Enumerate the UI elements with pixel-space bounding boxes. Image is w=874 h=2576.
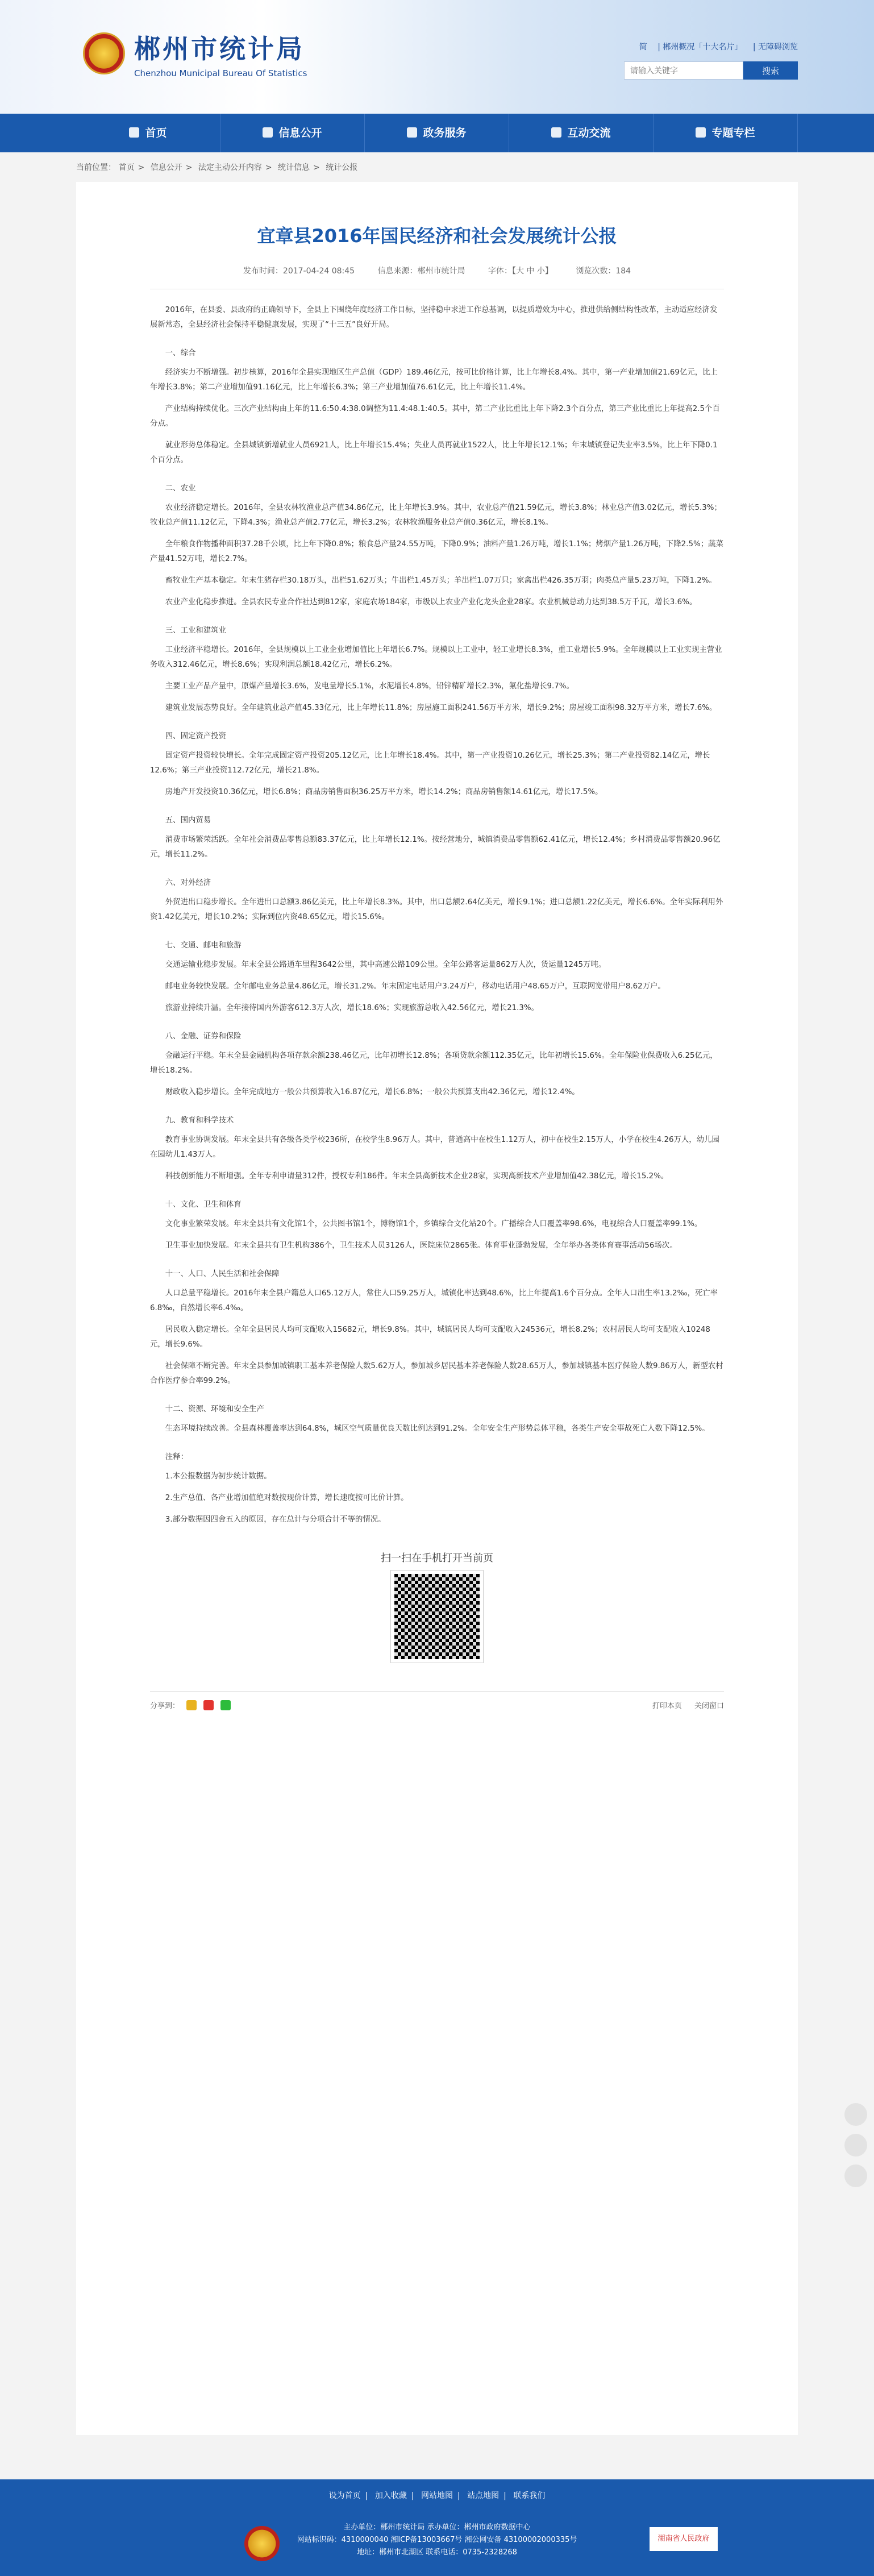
print-button[interactable]: 打印本页 xyxy=(652,1702,682,1710)
paragraph: 主要工业产品产量中，原煤产量增长3.6%，发电量增长5.1%，水泥增长4.8%，铅锌精矿增长2.3%，氟化盐增长9.7%。 xyxy=(165,682,574,691)
section-heading: 一、综合 xyxy=(165,349,196,358)
site-header xyxy=(0,0,874,114)
search-input[interactable] xyxy=(624,61,743,80)
gov-badge[interactable]: 湖南省人民政府 xyxy=(650,2527,718,2551)
section-heading: 十二、资源、环境和安全生产 xyxy=(165,1405,264,1414)
footer-site-map[interactable]: 网站地图 xyxy=(421,2491,453,2500)
paragraph: 科技创新能力不断增强。全年专利申请量312件，授权专利186件。年末全县高新技术企业28家，实现高新技术产业增加值42.38亿元，增长15.2%。 xyxy=(165,1172,669,1181)
paragraph: 消费市场繁荣活跃。全年社会消费品零售总额83.37亿元，比上年增长12.1%。按经营地分，城镇消费品零售额62.41亿元，增长12.4%；乡村消费品零售额20.96亿元，增长11.2%。 xyxy=(150,836,721,859)
footer-favorite[interactable]: 加入收藏 xyxy=(374,2491,407,2500)
share-label: 分享到： xyxy=(150,1702,180,1710)
paragraph: 畜牧业生产基本稳定。年末生猪存栏30.18万头，出栏51.62万头；牛出栏1.45万头；羊出栏1.07万只；家禽出栏426.35万羽；肉类总产量5.23万吨，下降1.2%。 xyxy=(165,576,717,585)
chat-icon xyxy=(551,127,561,138)
paragraph: 产业结构持续优化。三次产业结构由上年的11.6:50.4:38.0调整为11.4:48.1:40.5。其中，第二产业比重比上年下降2.3个百分点，第三产业比重比上年提高2.5个百分点。 xyxy=(150,405,720,428)
nav-info-disclosure[interactable]: 信息公开 xyxy=(220,114,365,152)
nav-topics[interactable]: 专题专栏 xyxy=(654,114,798,152)
font-size-control[interactable]: 字体：【大 中 小】 xyxy=(488,267,553,276)
city-overview-link[interactable]: | 郴州概况「十大名片」 xyxy=(657,43,743,52)
section-heading: 十一、人口、人民生活和社会保障 xyxy=(165,1270,280,1278)
search-button[interactable]: 搜索 xyxy=(743,61,798,80)
footer-emblem-icon xyxy=(244,2526,280,2561)
paragraph: 经济实力不断增强。初步核算，2016年全县实现地区生产总值（GDP）189.46亿元，按可比价格计算，比上年增长8.4%。其中，第一产业增加值21.69亿元，比上年增长3.8%；第二产业增加值91.16亿元，比上年增长6.3%；第三产业增加值76.61亿元，比上年增长11.4%。 xyxy=(150,368,718,392)
wechat-float-icon[interactable] xyxy=(844,2103,867,2126)
paragraph: 邮电业务较快发展。全年邮电业务总量4.86亿元，增长31.2%。年末固定电话用户3.24万户，移动电话用户48.65万户，互联网宽带用户8.62万户。 xyxy=(165,982,665,991)
paragraph: 农业经济稳定增长。2016年，全县农林牧渔业总产值34.86亿元，比上年增长3.9%。其中，农业总产值21.59亿元，增长3.8%；林业总产值3.02亿元，增长5.3%；牧业总产值11.12亿元，下降4.3%；渔业总产值2.77亿元，增长3.2%；农林牧渔服务业总产值0.36亿元，增长8.1%。 xyxy=(150,504,722,527)
accessibility-link[interactable]: | 无障碍浏览 xyxy=(752,43,798,52)
paragraph: 1.本公报数据为初步统计数据。 xyxy=(165,1472,272,1481)
paragraph: 教育事业协调发展。年末全县共有各级各类学校236所，在校学生8.96万人。其中，普通高中在校生1.12万人，初中在校生2.15万人，小学在校生4.26万人，幼儿园在园幼儿1.43万人。 xyxy=(150,1136,719,1159)
breadcrumb-label: 当前位置： xyxy=(76,163,116,172)
paragraph: 外贸进出口稳步增长。全年进出口总额3.86亿美元，比上年增长8.3%。其中，出口总额2.64亿美元，增长9.1%；进口总额1.22亿美元，增长6.6%。全年实际利用外资1.42亿美元，增长10.2%；实际到位内资48.65亿元，增长15.6%。 xyxy=(150,898,723,921)
wechat-icon[interactable] xyxy=(220,1700,231,1710)
breadcrumb: 当前位置： 首页 > 信息公开 > 法定主动公开内容 > 统计信息 > 统计公报 xyxy=(76,163,358,172)
section-heading: 二、农业 xyxy=(165,484,196,493)
publish-time: 发布时间：2017-04-24 08:45 xyxy=(243,267,355,276)
paragraph: 3.部分数据因四舍五入的原因，存在总计与分项合计不等的情况。 xyxy=(165,1515,386,1524)
qzone-icon[interactable] xyxy=(186,1700,197,1710)
home-icon xyxy=(129,127,139,138)
breadcrumb-legal[interactable]: 法定主动公开内容 xyxy=(198,163,262,172)
floating-tools xyxy=(844,2103,867,2195)
topic-icon xyxy=(696,127,706,138)
weibo-icon[interactable] xyxy=(203,1700,214,1710)
qr-section xyxy=(150,1550,724,1663)
paragraph: 居民收入稳定增长。全年全县居民人均可支配收入15682元，增长9.8%。其中，城镇居民人均可支配收入24536元，增长8.2%；农村居民人均可支配收入10248元，增长9.6%。 xyxy=(150,1326,710,1349)
document-icon xyxy=(263,127,273,138)
qr-code xyxy=(391,1570,483,1663)
article-body xyxy=(150,303,724,1527)
breadcrumb-home[interactable]: 首页 xyxy=(118,163,135,172)
paragraph: 2016年，在县委、县政府的正确领导下，全县上下围绕年度经济工作目标，坚持稳中求进工作总基调，以提质增效为中心，推进供给侧结构性改革，主动适应经济发展新常态，全县经济社会保持平稳健康发展，实现了“十三五”良好开局。 xyxy=(150,306,718,329)
paragraph: 卫生事业加快发展。年末全县共有卫生机构386个，卫生技术人员3126人，医院床位2865张。体育事业蓬勃发展，全年举办各类体育赛事活动56场次。 xyxy=(165,1241,677,1250)
paragraph: 全年粮食作物播种面积37.28千公顷，比上年下降0.8%；粮食总产量24.55万吨，下降0.9%；油料产量1.26万吨，增长1.1%；烤烟产量1.26万吨，下降2.5%；蔬菜产量41.52万吨，增长2.7%。 xyxy=(150,540,723,563)
footer-links: 设为首页 | 加入收藏 | 网站地图 | 站点地图 | 联系我们 xyxy=(328,2491,546,2500)
article-title: 宜章县2016年国民经济和社会发展统计公报 xyxy=(257,225,617,247)
main-nav xyxy=(0,114,874,152)
paragraph: 固定资产投资较快增长。全年完成固定资产投资205.12亿元，比上年增长18.4%。其中，第一产业投资10.26亿元，增长25.3%；第二产业投资82.14亿元，增长12.6%；第三产业投资112.72亿元，增长21.8%。 xyxy=(150,751,710,775)
footer-contact[interactable]: 联系我们 xyxy=(513,2491,546,2500)
paragraph: 就业形势总体稳定。全县城镇新增就业人员6921人，比上年增长15.4%；失业人员再就业1522人，比上年增长12.1%；年末城镇登记失业率3.5%，比上年下降0.1个百分点。 xyxy=(150,441,718,464)
paragraph: 文化事业繁荣发展。年末全县共有文化馆1个，公共图书馆1个，博物馆1个，乡镇综合文化站20个。广播综合人口覆盖率98.6%，电视综合人口覆盖率99.1%。 xyxy=(165,1220,702,1228)
search-bar xyxy=(624,61,798,80)
top-links xyxy=(631,41,798,52)
qr-title: 扫一扫在手机打开当前页 xyxy=(381,1552,493,1564)
back-to-top-icon[interactable] xyxy=(844,2164,867,2187)
weibo-float-icon[interactable] xyxy=(844,2134,867,2157)
section-heading: 注释： xyxy=(165,1453,188,1461)
paragraph: 人口总量平稳增长。2016年末全县户籍总人口65.12万人，常住人口59.25万人，城镇化率达到48.6%，比上年提高1.6个百分点。全年人口出生率13.2‰，死亡率6.8‰，自然增长率6.4‰。 xyxy=(150,1289,718,1312)
section-heading: 九、教育和科学技术 xyxy=(165,1116,234,1125)
footer-info: 主办单位：郴州市统计局 承办单位：郴州市政府数据中心 网站标识码：4310000040 湘ICP备13003667号 湘公网安备 43100002000335号 地址：郴州市北湖区 联系电话：0735-2328268 xyxy=(297,2523,577,2557)
paragraph: 生态环境持续改善。全县森林覆盖率达到64.8%，城区空气质量优良天数比例达到91.2%。全年安全生产形势总体平稳，各类生产安全事故死亡人数下降12.5%。 xyxy=(165,1424,710,1433)
section-heading: 十、文化、卫生和体育 xyxy=(165,1200,242,1209)
site-name: 郴州市统计局 xyxy=(134,34,305,64)
paragraph: 社会保障不断完善。年末全县参加城镇职工基本养老保险人数5.62万人，参加城乡居民基本养老保险人数28.65万人，参加城镇基本医疗保险人数9.86万人，新型农村合作医疗参合率99.2%。 xyxy=(150,1362,723,1385)
section-heading: 五、国内贸易 xyxy=(165,816,211,825)
nav-interaction[interactable]: 互动交流 xyxy=(509,114,654,152)
paragraph: 2.生产总值、各产业增加值绝对数按现价计算，增长速度按可比价计算。 xyxy=(165,1494,409,1502)
section-heading: 六、对外经济 xyxy=(165,879,211,887)
view-count: 浏览次数：184 xyxy=(576,267,631,276)
site-footer xyxy=(0,2479,874,2576)
article-container xyxy=(76,182,798,2435)
service-icon xyxy=(407,127,417,138)
paragraph: 工业经济平稳增长。2016年，全县规模以上工业企业增加值比上年增长6.7%。规模以上工业中，轻工业增长8.3%，重工业增长5.9%。全年规模以上工业实现主营业务收入312.46亿元，增长8.6%；实现利润总额18.42亿元，增长6.2%。 xyxy=(150,646,722,669)
paragraph: 房地产开发投资10.36亿元，增长6.8%；商品房销售面积36.25万平方米，增长14.2%；商品房销售额14.61亿元，增长17.5%。 xyxy=(165,788,603,796)
breadcrumb-stats-info[interactable]: 统计信息 xyxy=(278,163,310,172)
breadcrumb-stats-bulletin[interactable]: 统计公报 xyxy=(326,163,358,172)
paragraph: 金融运行平稳。年末全县金融机构各项存款余额238.46亿元，比年初增长12.8%；各项贷款余额112.35亿元，比年初增长15.6%。全年保险业保费收入6.25亿元，增长18.2%。 xyxy=(150,1052,718,1075)
paragraph: 财政收入稳步增长。全年完成地方一般公共预算收入16.87亿元，增长6.8%；一般公共预算支出42.36亿元，增长12.4%。 xyxy=(165,1088,580,1096)
site-logo[interactable] xyxy=(83,28,307,78)
paragraph: 农业产业化稳步推进。全县农民专业合作社达到812家，家庭农场184家，市级以上农业产业化龙头企业28家。农业机械总动力达到38.5万千瓦，增长3.6%。 xyxy=(165,598,697,606)
section-heading: 三、工业和建筑业 xyxy=(165,626,226,635)
paragraph: 建筑业发展态势良好。全年建筑业总产值45.33亿元，比上年增长11.8%；房屋施工面积241.56万平方米，增长9.2%；房屋竣工面积98.32万平方米，增长7.6%。 xyxy=(165,704,717,712)
section-heading: 四、固定资产投资 xyxy=(165,732,226,741)
nav-home[interactable]: 首页 xyxy=(76,114,220,152)
article-meta xyxy=(150,265,724,276)
share-bar xyxy=(150,1691,724,1710)
paragraph: 交通运输业稳步发展。年末全县公路通车里程3642公里，其中高速公路109公里。全年公路客运量862万人次，货运量1245万吨。 xyxy=(165,961,606,969)
footer-set-home[interactable]: 设为首页 xyxy=(328,2491,361,2500)
section-heading: 七、交通、邮电和旅游 xyxy=(165,941,242,950)
section-heading: 八、金融、证券和保险 xyxy=(165,1032,242,1041)
paragraph: 旅游业持续升温。全年接待国内外游客612.3万人次，增长18.6%；实现旅游总收入42.56亿元，增长21.3%。 xyxy=(165,1004,539,1012)
close-window-button[interactable]: 关闭窗口 xyxy=(694,1702,724,1710)
info-source: 信息来源：郴州市统计局 xyxy=(377,267,465,276)
breadcrumb-info[interactable]: 信息公开 xyxy=(150,163,182,172)
footer-station-map[interactable]: 站点地图 xyxy=(467,2491,500,2500)
national-emblem-icon xyxy=(83,32,125,74)
simplified-link[interactable]: 简 xyxy=(639,43,647,52)
nav-gov-service[interactable]: 政务服务 xyxy=(365,114,509,152)
site-name-en: Chenzhou Municipal Bureau Of Statistics xyxy=(134,68,307,78)
